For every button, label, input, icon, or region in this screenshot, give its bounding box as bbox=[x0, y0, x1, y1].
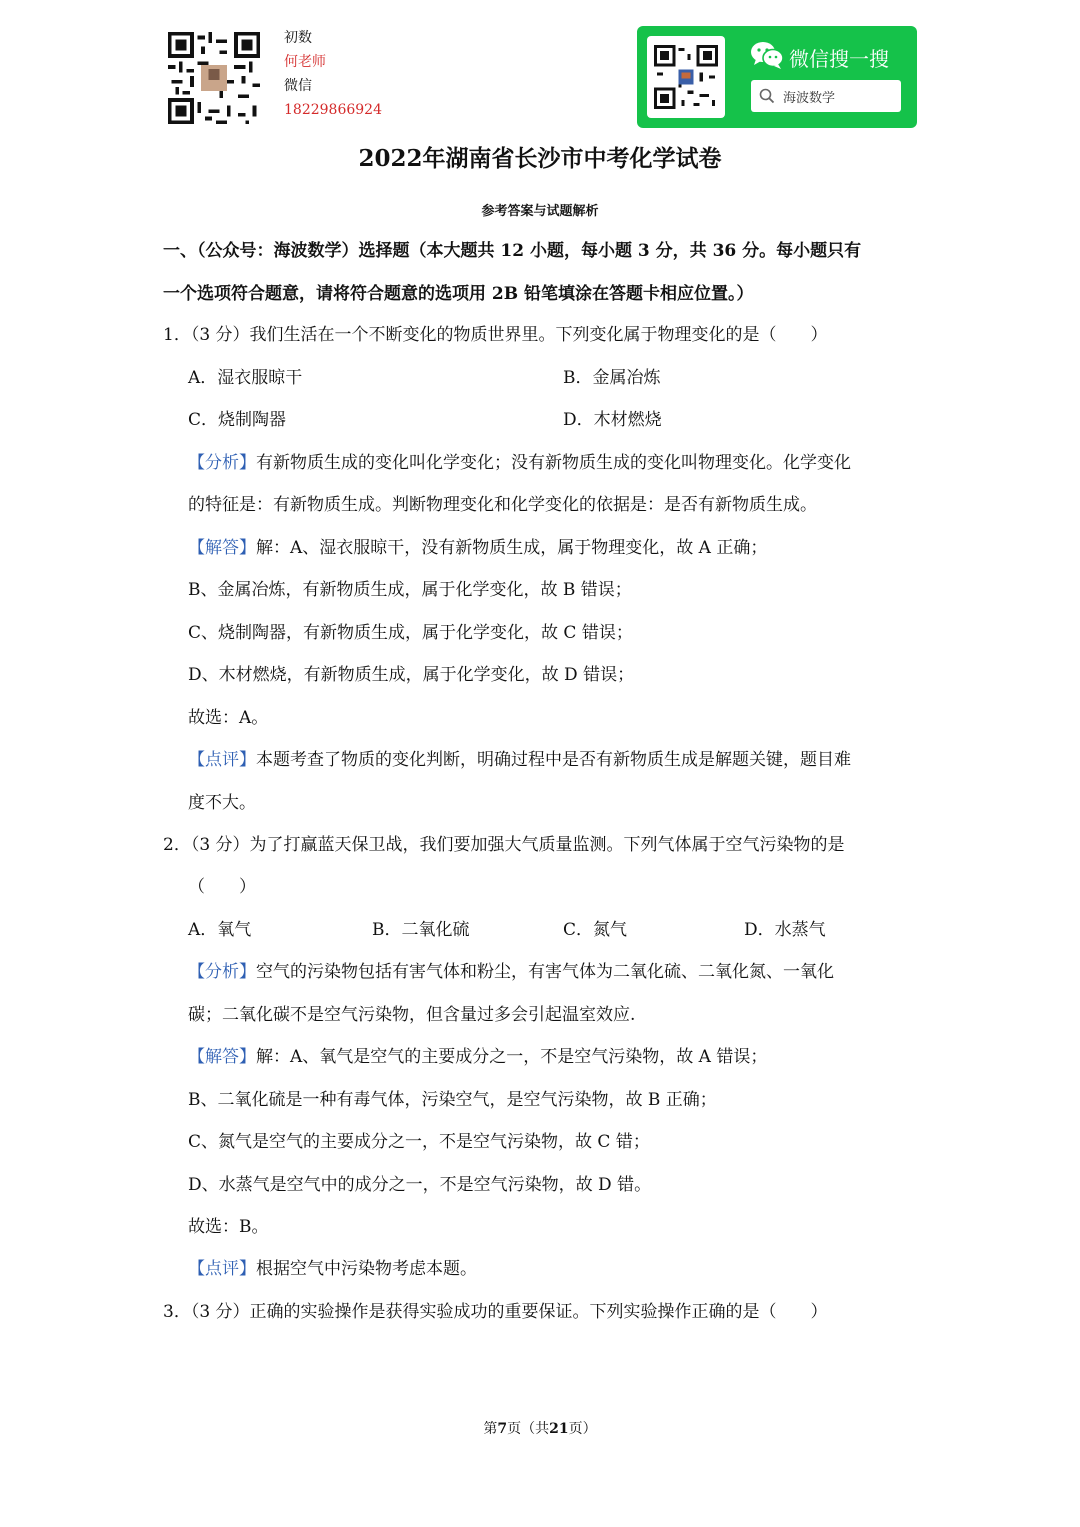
q1-option-d: D．木材燃烧 bbox=[563, 410, 662, 430]
footer-suffix: 页） bbox=[568, 1421, 597, 1437]
q1-answer-text-1: 解：A、湿衣服晾干，没有新物质生成，属于物理变化，故 A 正确； bbox=[256, 538, 768, 558]
q1-analysis-text-1: 有新物质生成的变化叫化学变化；没有新物质生成的变化叫物理变化。化学变化 bbox=[256, 453, 851, 473]
q1-analysis bbox=[188, 451, 851, 475]
answer-tag: 【解答】 bbox=[188, 538, 256, 558]
wechat-qr-frame bbox=[647, 36, 725, 118]
comment-tag: 【点评】 bbox=[188, 750, 256, 770]
q2-answer-text-1: 解：A、氧气是空气的主要成分之一，不是空气污染物，故 A 错误； bbox=[256, 1047, 768, 1067]
q2-option-c: C．氮气 bbox=[563, 920, 628, 940]
q2-stem-line-2: （ ） bbox=[188, 877, 256, 897]
q2-comment bbox=[188, 1257, 477, 1281]
contact-info bbox=[284, 26, 382, 122]
page-subtitle: 参考答案与试题解析 bbox=[481, 204, 599, 219]
q2-stem-line-1: 2．（3 分）为了打赢蓝天保卫战，我们要加强大气质量监测。下列气体属于空气污染物的是 bbox=[163, 835, 845, 855]
wechat-qr-code-icon bbox=[654, 45, 718, 109]
wechat-label: 微信 bbox=[284, 78, 312, 94]
q1-answer-text-4: D、木材燃烧，有新物质生成，属于化学变化，故 D 错误； bbox=[188, 665, 635, 685]
q2-answer-text-4: D、水蒸气是空气中的成分之一，不是空气污染物，故 D 错。 bbox=[188, 1175, 652, 1195]
q2-answer-text-3: C、氮气是空气的主要成分之一，不是空气污染物，故 C 错； bbox=[188, 1132, 650, 1152]
search-icon bbox=[759, 88, 775, 104]
wechat-search-query: 海波数学 bbox=[783, 91, 836, 106]
comment-tag: 【点评】 bbox=[188, 1259, 256, 1279]
page-title: 2022年湖南省长沙市中考化学试卷 bbox=[358, 145, 722, 172]
q1-analysis-text-2: 的特征是：有新物质生成。判断物理变化和化学变化的依据是：是否有新物质生成。 bbox=[188, 495, 817, 515]
answer-tag: 【解答】 bbox=[188, 1047, 256, 1067]
wechat-search-title: 微信搜一搜 bbox=[789, 47, 889, 71]
page-footer bbox=[0, 1418, 1080, 1438]
teacher-name: 何老师 bbox=[284, 54, 326, 70]
q2-comment-text-1: 根据空气中污染物考虑本题。 bbox=[256, 1259, 477, 1279]
q1-answer-text-3: C、烧制陶器，有新物质生成，属于化学变化，故 C 错误； bbox=[188, 623, 633, 643]
wechat-search-card[interactable] bbox=[637, 26, 917, 128]
section-heading-line-2: 一个选项符合题意，请将符合题意的选项用 2B 铅笔填涂在答题卡相应位置。） bbox=[163, 284, 754, 304]
q1-comment-text-1: 本题考查了物质的变化判断，明确过程中是否有新物质生成是解题关键，题目难 bbox=[256, 750, 851, 770]
section-heading-line-1: 一、（公众号：海波数学）选择题（本大题共 12 小题，每小题 3 分，共 36 分。每小题只有 bbox=[163, 241, 862, 261]
q2-analysis-text-2: 碳；二氧化碳不是空气污染物，但含量过多会引起温室效应. bbox=[188, 1005, 636, 1025]
wechat-logo-icon bbox=[749, 40, 785, 70]
q1-option-a: A．湿衣服晾干 bbox=[188, 368, 303, 388]
wechat-search-box[interactable] bbox=[751, 80, 901, 112]
q2-option-d: D．水蒸气 bbox=[744, 920, 826, 940]
contact-label: 初数 bbox=[284, 30, 312, 46]
q1-answer-text-2: B、金属冶炼，有新物质生成，属于化学变化，故 B 错误； bbox=[188, 580, 632, 600]
analysis-tag: 【分析】 bbox=[188, 453, 256, 473]
analysis-tag: 【分析】 bbox=[188, 962, 256, 982]
phone-number: 18229866924 bbox=[284, 102, 382, 118]
q1-option-c: C．烧制陶器 bbox=[188, 410, 287, 430]
q2-option-a: A．氧气 bbox=[188, 920, 252, 940]
q2-answer bbox=[188, 1045, 767, 1069]
footer-middle: 页（共 bbox=[507, 1421, 550, 1437]
qr-code-icon bbox=[168, 32, 260, 124]
q2-analysis bbox=[188, 960, 834, 984]
q2-option-b: B．二氧化硫 bbox=[372, 920, 470, 940]
footer-prefix: 第 bbox=[483, 1421, 498, 1437]
q1-choice: 故选：A。 bbox=[188, 708, 269, 728]
q2-analysis-text-1: 空气的污染物包括有害气体和粉尘，有害气体为二氧化硫、二氧化氮、一氧化 bbox=[256, 962, 834, 982]
q1-answer bbox=[188, 536, 767, 560]
total-page-count: 21 bbox=[549, 1421, 569, 1437]
q2-answer-text-2: B、二氧化硫是一种有毒气体，污染空气，是空气污染物，故 B 正确； bbox=[188, 1090, 717, 1110]
q1-comment bbox=[188, 748, 851, 772]
q1-comment-text-2: 度不大。 bbox=[188, 793, 256, 813]
q1-option-b: B．金属冶炼 bbox=[563, 368, 661, 388]
q2-choice: 故选：B。 bbox=[188, 1217, 269, 1237]
current-page-number: 7 bbox=[497, 1421, 508, 1437]
q3-stem: 3．（3 分）正确的实验操作是获得实验成功的重要保证。下列实验操作正确的是（ ） bbox=[163, 1302, 828, 1322]
q1-stem: 1．（3 分）我们生活在一个不断变化的物质世界里。下列变化属于物理变化的是（ ） bbox=[163, 325, 828, 345]
